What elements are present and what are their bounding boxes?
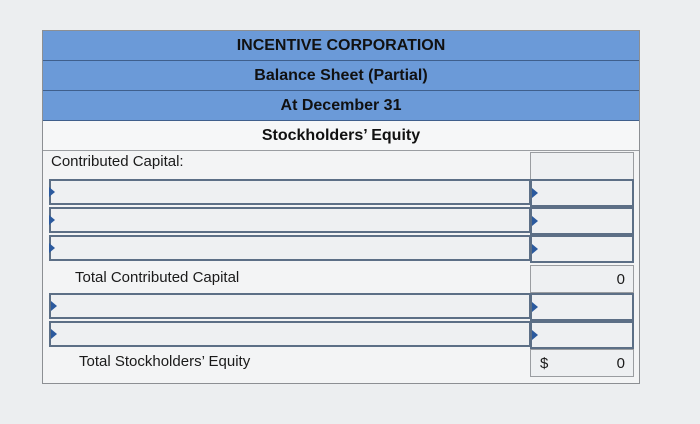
amount-input-5[interactable] [530, 321, 634, 349]
statement-title-text: Balance Sheet (Partial) [254, 66, 428, 84]
balance-sheet-table [42, 30, 640, 384]
dropdown-arrow-icon [51, 301, 57, 311]
company-name-text: INCENTIVE CORPORATION [236, 36, 446, 54]
contributed-capital-amount-cell [530, 152, 634, 180]
label-input-4[interactable] [49, 293, 531, 319]
total-contributed-amount [530, 265, 634, 293]
dropdown-arrow-icon [51, 329, 57, 339]
currency-symbol: $ [540, 355, 549, 372]
statement-title [43, 61, 639, 91]
dropdown-arrow-icon [532, 330, 538, 340]
dropdown-arrow-icon [532, 302, 538, 312]
amount-input-1[interactable] [530, 179, 634, 207]
statement-date-text: At December 31 [280, 96, 402, 114]
label-input-5[interactable] [49, 321, 531, 347]
contributed-capital-label: Contributed Capital: [51, 153, 184, 170]
company-name [43, 31, 639, 61]
label-input-2[interactable] [49, 207, 531, 233]
section-title-text: Stockholders’ Equity [261, 126, 421, 144]
statement-date [43, 91, 639, 121]
section-title [43, 121, 639, 151]
amount-input-2[interactable] [530, 207, 634, 235]
total-equity-label: Total Stockholders’ Equity [79, 353, 251, 370]
dropdown-arrow-icon [49, 215, 55, 225]
dropdown-arrow-icon [532, 244, 538, 254]
total-contributed-label: Total Contributed Capital [75, 269, 240, 286]
dropdown-arrow-icon [49, 187, 55, 197]
amount-input-3[interactable] [530, 235, 634, 263]
total-equity-value: 0 [616, 354, 625, 372]
label-input-1[interactable] [49, 179, 531, 205]
dropdown-arrow-icon [49, 243, 55, 253]
dropdown-arrow-icon [532, 216, 538, 226]
amount-input-4[interactable] [530, 293, 634, 321]
label-input-3[interactable] [49, 235, 531, 261]
dropdown-arrow-icon [532, 188, 538, 198]
total-contributed-value: 0 [616, 270, 625, 288]
